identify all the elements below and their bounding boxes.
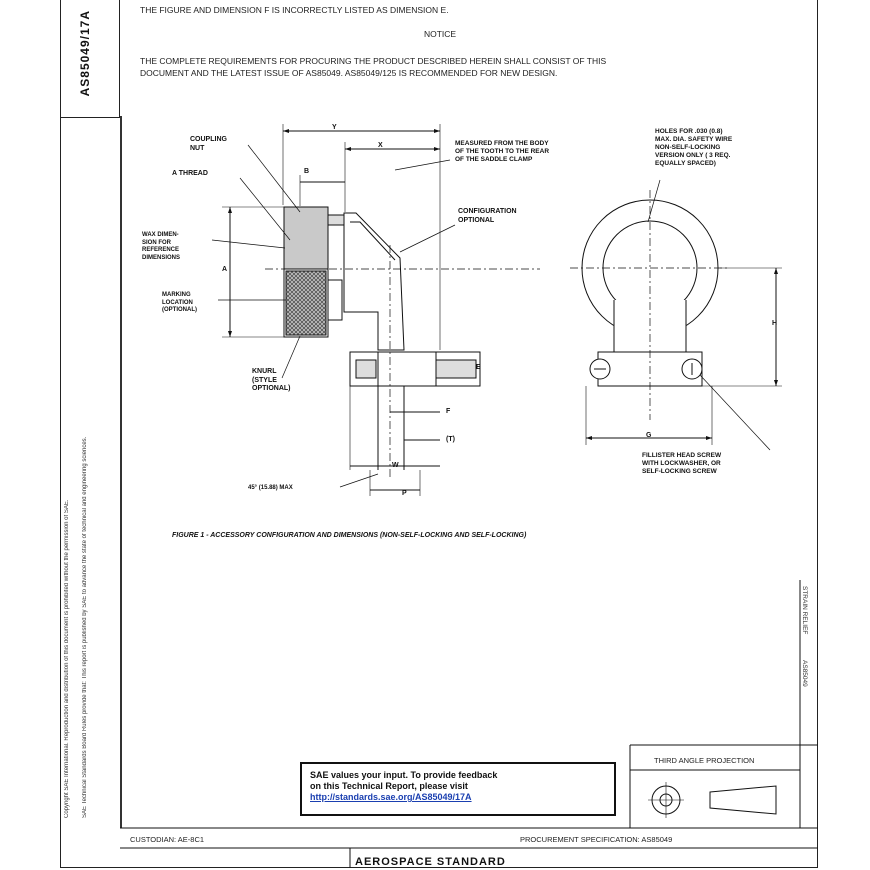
dim-p: P bbox=[402, 490, 407, 497]
label-knurl: KNURL (STYLE OPTIONAL) bbox=[252, 368, 291, 392]
dim-x: X bbox=[378, 142, 383, 149]
dim-b: B bbox=[304, 168, 310, 175]
dim-e: E bbox=[476, 364, 481, 371]
procurement-text: PROCUREMENT SPECIFICATION: AS85049 bbox=[520, 835, 673, 844]
elbow-body bbox=[344, 213, 404, 350]
title-aerospace-standard: AEROSPACE STANDARD bbox=[355, 856, 506, 868]
feedback-box bbox=[300, 762, 616, 816]
label-holes-note: HOLES FOR .030 (0.8) MAX. DIA. SAFETY WIRE NON-SELF-LOCKING VERSION ONLY ( 3 REQ. EQUALLY SPACED) bbox=[655, 128, 733, 167]
header-line: THE FIGURE AND DIMENSION F IS INCORRECTLY LISTED AS DIMENSION E. bbox=[140, 5, 449, 15]
notice-label: NOTICE bbox=[423, 29, 457, 39]
label-configuration-optional: CONFIGURATION OPTIONAL bbox=[458, 208, 517, 224]
custodian-text: CUSTODIAN: AE-8C1 bbox=[130, 835, 205, 844]
feedback-link[interactable]: http://standards.sae.org/AS85049/17A bbox=[310, 792, 472, 802]
feedback-line-2: on this Technical Report, please visit bbox=[310, 781, 468, 791]
dim-f: F bbox=[446, 408, 451, 415]
dim-t: (T) bbox=[446, 436, 455, 443]
label-wax-dimension: WAX DIMEN- SION FOR REFERENCE DIMENSIONS bbox=[142, 232, 181, 261]
notice-line-1: THE COMPLETE REQUIREMENTS FOR PROCURING THE PRODUCT DESCRIBED HEREIN SHALL CONSIST OF THIS bbox=[140, 56, 607, 66]
label-angle-note: 45° (15.88) MAX bbox=[248, 485, 293, 491]
label-fillister-note: FILLISTER HEAD SCREW WITH LOCKWASHER, OR SELF-LOCKING SCREW bbox=[642, 452, 722, 475]
notice-line-2: DOCUMENT AND THE LATEST ISSUE OF AS85049. AS85049/125 IS RECOMMENDED FOR NEW DESIGN. bbox=[140, 68, 558, 78]
dim-y: Y bbox=[332, 124, 337, 131]
right-margin-text-1: STRAIN RELIEF bbox=[801, 586, 808, 635]
label-coupling-nut: COUPLING NUT bbox=[190, 136, 227, 152]
document-number: AS85049/17A bbox=[78, 10, 92, 97]
label-marking-location: MARKING LOCATION (OPTIONAL) bbox=[162, 292, 197, 313]
thread-section bbox=[284, 207, 328, 269]
knurl-section bbox=[286, 271, 326, 335]
label-measured-from: MEASURED FROM THE BODY OF THE TOOTH TO THE REAR OF THE SADDLE CLAMP bbox=[455, 140, 550, 163]
dim-w: W bbox=[392, 462, 399, 469]
right-margin-text-2: AS85049 bbox=[801, 660, 808, 687]
feedback-line-1: SAE values your input. To provide feedback bbox=[310, 770, 498, 780]
dim-h: H bbox=[772, 320, 778, 327]
side-note-2: SAE Technical Standards Board Rules provide that: This report is published by SAE to advance the state of technical and engineering sciences. bbox=[82, 436, 88, 818]
figure-caption: FIGURE 1 - ACCESSORY CONFIGURATION AND DIMENSIONS (NON-SELF-LOCKING AND SELF-LOCKING) bbox=[172, 532, 527, 539]
label-a-thread: A THREAD bbox=[172, 170, 208, 177]
side-note-1: Copyright SAE International. Reproduction and distribution of this document is prohibited without the permission of SAE. bbox=[64, 499, 70, 818]
dim-g: G bbox=[646, 432, 652, 439]
projection-label: THIRD ANGLE PROJECTION bbox=[654, 756, 755, 765]
dim-a: A bbox=[222, 266, 228, 273]
